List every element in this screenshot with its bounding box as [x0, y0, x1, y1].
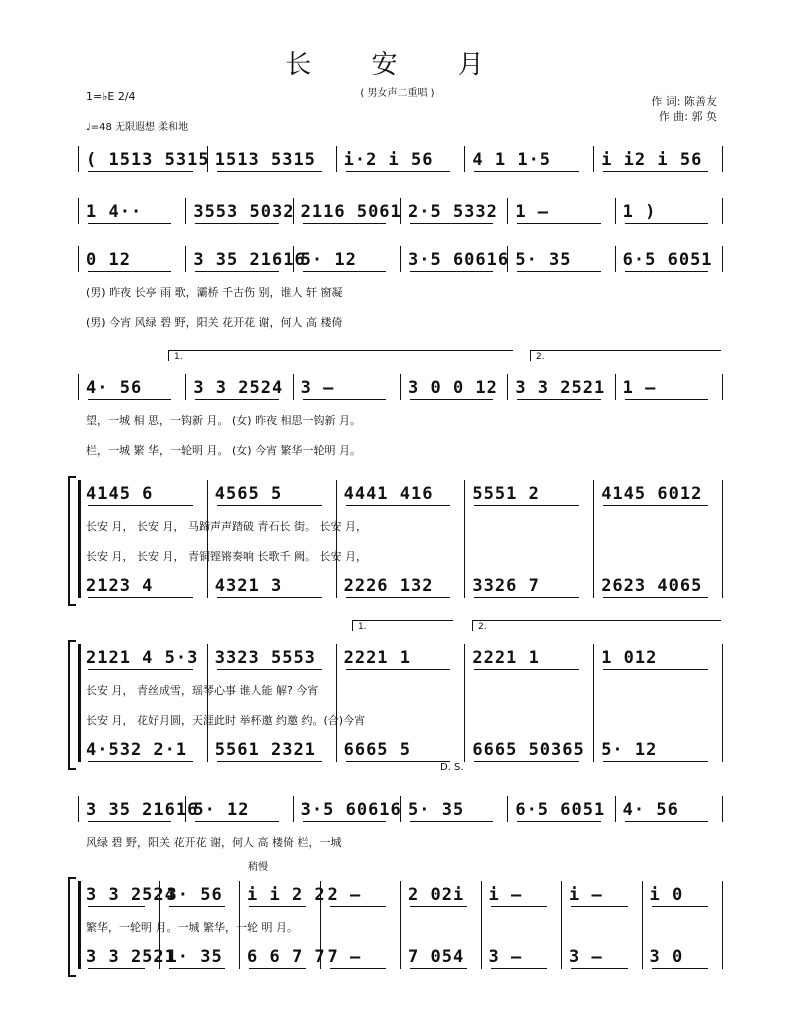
lower-voice-measure: 4·532 2·1: [86, 740, 188, 760]
beam-underline: [346, 669, 451, 670]
bar-line: [722, 198, 723, 224]
beam-underline: [217, 597, 322, 598]
lower-voice-measure: 3 –: [488, 947, 523, 967]
notation-measure: 4145 6012: [601, 484, 703, 504]
volta-bracket: [352, 620, 453, 631]
bar-line: [400, 374, 401, 400]
beam-underline: [625, 223, 708, 224]
lower-voice-measure: 6665 5: [343, 740, 412, 760]
beam-underline: [88, 171, 193, 172]
lyric-line: 望，一城 相 思，一钩新 月。 (女) 昨夜 相思一钩新 月。: [86, 414, 362, 427]
bar-line: [336, 146, 337, 172]
notation-measure: 2 02i: [408, 885, 465, 905]
beam-underline: [195, 223, 278, 224]
notation-measure: 2116 5061: [300, 202, 402, 222]
notation-measure: 1 4··: [86, 202, 143, 222]
subtitle: ( 男女声二重唱 ): [360, 88, 435, 99]
slow-mark: 稍慢: [248, 862, 268, 873]
notation-measure: i·2 i 56: [343, 150, 434, 170]
beam-underline: [88, 906, 145, 907]
lyric-line: (男) 昨夜 长亭 雨 歌，灞桥 千古伤 别，谁人 轩 窗凝: [86, 286, 343, 299]
beam-underline: [410, 821, 493, 822]
beam-underline: [571, 906, 628, 907]
beam-underline: [217, 669, 322, 670]
lower-voice-measure: 3326 7: [472, 576, 540, 596]
lyric-line: 长安 月， 青丝成雪，瑶琴心事 谁人能 解? 今宵: [86, 684, 319, 697]
beam-underline: [625, 821, 708, 822]
page-title: 长 安 月: [285, 50, 510, 80]
notation-measure: 6·5 6051: [622, 250, 713, 270]
key-signature: 1=♭E 2/4: [86, 90, 136, 103]
beam-underline: [169, 968, 226, 969]
beam-underline: [88, 968, 145, 969]
notation-measure: 1 –: [515, 202, 550, 222]
bar-line: [722, 796, 723, 822]
beam-underline: [88, 399, 171, 400]
beam-underline: [474, 761, 579, 762]
beam-underline: [169, 906, 226, 907]
beam-underline: [303, 223, 386, 224]
lower-voice-measure: 5561 2321: [214, 740, 316, 760]
notation-measure: 3 3 2524: [193, 378, 284, 398]
bar-line: [722, 246, 723, 272]
bar-line: [722, 644, 723, 762]
beam-underline: [603, 171, 708, 172]
lower-voice-measure: 2623 4065: [601, 576, 703, 596]
notation-measure: 4· 56: [86, 378, 143, 398]
beam-underline: [346, 761, 451, 762]
notation-measure: 5· 35: [515, 250, 572, 270]
beam-underline: [346, 505, 451, 506]
ds-mark: D. S.: [440, 762, 464, 773]
lyric-line: 长安 月， 花好月圆，天涯此时 举杯邀 约邀 约。(合)今宵: [86, 714, 366, 727]
beam-underline: [410, 399, 493, 400]
lower-voice-measure: 5· 12: [601, 740, 658, 760]
lyric-line: 栏，一城 繁 华，一轮明 月。 (女) 今宵 繁华一轮明 月。: [86, 444, 362, 457]
notation-measure: 2221 1: [343, 648, 412, 668]
notation-measure: 3·5 60616: [408, 250, 510, 270]
bar-line: [336, 644, 337, 762]
notation-measure: 2·5 5332: [408, 202, 498, 222]
beam-underline: [491, 968, 548, 969]
bar-line: [615, 374, 616, 400]
bar-line: [481, 881, 482, 969]
bar-line: [78, 480, 81, 598]
volta-label: 1.: [358, 622, 367, 632]
notation-measure: 3·5 60616: [300, 800, 402, 820]
bar-line: [185, 198, 186, 224]
bar-line: [615, 198, 616, 224]
bar-line: [722, 374, 723, 400]
beam-underline: [410, 968, 467, 969]
bar-line: [78, 644, 81, 762]
notation-measure: 4· 56: [622, 800, 679, 820]
beam-underline: [217, 761, 322, 762]
beam-underline: [410, 906, 467, 907]
notation-measure: i i 2 2: [247, 885, 326, 905]
bar-line: [336, 480, 337, 598]
beam-underline: [303, 399, 386, 400]
beam-underline: [652, 906, 709, 907]
lyric-line: 风绿 碧 野，阳关 花开花 谢，何人 高 楼倚 栏，一城: [86, 836, 342, 849]
beam-underline: [474, 171, 579, 172]
lower-voice-measure: 4321 3: [214, 576, 283, 596]
volta-bracket: [168, 350, 513, 361]
bar-line: [78, 146, 79, 172]
volta-bracket: [530, 350, 721, 361]
beam-underline: [517, 271, 600, 272]
bar-line: [400, 246, 401, 272]
bar-line: [464, 146, 465, 172]
notation-measure: 5551 2: [472, 484, 540, 504]
beam-underline: [410, 223, 493, 224]
bar-line: [207, 644, 208, 762]
tempo-marking: ♩=48 无限遐想 柔和地: [86, 122, 189, 133]
beam-underline: [88, 597, 193, 598]
notation-measure: 4441 416: [343, 484, 434, 504]
beam-underline: [346, 171, 451, 172]
bar-line: [615, 796, 616, 822]
lower-voice-measure: 6665 50365: [472, 740, 585, 760]
bar-line: [185, 246, 186, 272]
bar-line: [507, 374, 508, 400]
beam-underline: [88, 821, 171, 822]
notation-measure: 0 12: [86, 250, 131, 270]
notation-measure: 3 0 0 12: [408, 378, 498, 398]
notation-measure: 2221 1: [472, 648, 540, 668]
bar-line: [593, 480, 594, 598]
beam-underline: [88, 505, 193, 506]
notation-measure: 3323 5553: [214, 648, 316, 668]
notation-measure: 2121 4 5·3: [86, 648, 199, 668]
notation-measure: 1 –: [622, 378, 657, 398]
bar-line: [722, 480, 723, 598]
notation-measure: 3553 5032: [193, 202, 295, 222]
lower-voice-measure: 3 0: [649, 947, 684, 967]
lower-voice-measure: 3 3 2521: [86, 947, 176, 967]
beam-underline: [346, 597, 451, 598]
beam-underline: [195, 821, 278, 822]
bar-line: [642, 881, 643, 969]
bar-line: [507, 198, 508, 224]
lyricist-credit: 作 词: 陈善友: [651, 95, 717, 108]
notation-measure: 3 35 21616: [86, 800, 199, 820]
bar-line: [464, 644, 465, 762]
bar-line: [207, 480, 208, 598]
bar-line: [722, 881, 723, 969]
bar-line: [722, 146, 723, 172]
beam-underline: [303, 821, 386, 822]
beam-underline: [603, 505, 708, 506]
lower-voice-measure: 2226 132: [343, 576, 434, 596]
beam-underline: [195, 399, 278, 400]
bar-line: [185, 374, 186, 400]
composer-credit: 作 曲: 郭 奂: [658, 110, 717, 123]
beam-underline: [330, 968, 387, 969]
system-brace: [68, 877, 76, 977]
beam-underline: [88, 669, 193, 670]
beam-underline: [88, 271, 171, 272]
notation-measure: ( 1513 5315: [86, 150, 210, 170]
lower-voice-measure: 3 –: [569, 947, 603, 967]
beam-underline: [217, 171, 322, 172]
beam-underline: [474, 505, 579, 506]
notation-measure: i –: [488, 885, 523, 905]
bar-line: [593, 146, 594, 172]
beam-underline: [517, 821, 600, 822]
beam-underline: [249, 968, 306, 969]
notation-measure: 6·5 6051: [515, 800, 606, 820]
beam-underline: [652, 968, 709, 969]
notation-measure: 3· 56: [166, 885, 223, 905]
beam-underline: [88, 223, 171, 224]
bar-line: [593, 644, 594, 762]
bar-line: [507, 796, 508, 822]
notation-measure: 3 3 2524: [86, 885, 176, 905]
notation-measure: 5· 35: [408, 800, 465, 820]
bar-line: [78, 246, 79, 272]
beam-underline: [88, 761, 193, 762]
notation-measure: 2 –: [327, 885, 362, 905]
notation-measure: 5· 12: [300, 250, 357, 270]
bar-line: [293, 796, 294, 822]
notation-measure: 4145 6: [86, 484, 154, 504]
notation-measure: 3 –: [300, 378, 335, 398]
beam-underline: [249, 906, 306, 907]
bar-line: [78, 198, 79, 224]
beam-underline: [603, 761, 708, 762]
beam-underline: [517, 223, 600, 224]
beam-underline: [603, 669, 708, 670]
beam-underline: [625, 271, 708, 272]
notation-measure: 1 ): [622, 202, 657, 222]
system-brace: [68, 640, 76, 770]
beam-underline: [625, 399, 708, 400]
notation-measure: i –: [569, 885, 603, 905]
notation-measure: 3 35 21616: [193, 250, 306, 270]
beam-underline: [603, 597, 708, 598]
volta-label: 1.: [174, 352, 183, 362]
beam-underline: [571, 968, 628, 969]
lower-voice-measure: 2123 4: [86, 576, 154, 596]
lyric-line: 繁华，一轮明 月。一城 繁华，一轮 明 月。: [86, 921, 298, 934]
notation-measure: 1513 5315: [214, 150, 316, 170]
notation-measure: i i2 i 56: [601, 150, 703, 170]
beam-underline: [410, 271, 493, 272]
lyric-line: (男) 今宵 风绿 碧 野，阳关 花开花 谢，何人 高 楼倚: [86, 316, 343, 329]
bar-line: [615, 246, 616, 272]
notation-measure: 1 012: [601, 648, 658, 668]
bar-line: [78, 881, 81, 969]
lower-voice-measure: 6 6 7 7: [247, 947, 326, 967]
bar-line: [561, 881, 562, 969]
volta-bracket: [472, 620, 721, 631]
beam-underline: [217, 505, 322, 506]
bar-line: [78, 796, 79, 822]
beam-underline: [330, 906, 387, 907]
volta-label: 2.: [478, 622, 487, 632]
bar-line: [293, 374, 294, 400]
notation-measure: 5· 12: [193, 800, 250, 820]
beam-underline: [491, 906, 548, 907]
lower-voice-measure: 7 054: [408, 947, 465, 967]
notation-measure: 4565 5: [214, 484, 283, 504]
bar-line: [400, 881, 401, 969]
system-brace: [68, 476, 76, 606]
notation-measure: i 0: [649, 885, 684, 905]
lower-voice-measure: 1· 35: [166, 947, 223, 967]
bar-line: [464, 480, 465, 598]
lyric-line: 长安 月， 长安 月， 青铜铿锵奏响 长歌千 阙。 长安 月，: [86, 550, 367, 563]
beam-underline: [195, 271, 278, 272]
beam-underline: [303, 271, 386, 272]
lyric-line: 长安 月， 长安 月， 马蹄声声踏破 青石长 街。 长安 月，: [86, 520, 367, 533]
bar-line: [78, 374, 79, 400]
volta-label: 2.: [536, 352, 545, 362]
beam-underline: [474, 669, 579, 670]
lower-voice-measure: 7 –: [327, 947, 362, 967]
beam-underline: [474, 597, 579, 598]
notation-measure: 4 1 1·5: [472, 150, 552, 170]
notation-measure: 3 3 2521: [515, 378, 606, 398]
beam-underline: [517, 399, 600, 400]
